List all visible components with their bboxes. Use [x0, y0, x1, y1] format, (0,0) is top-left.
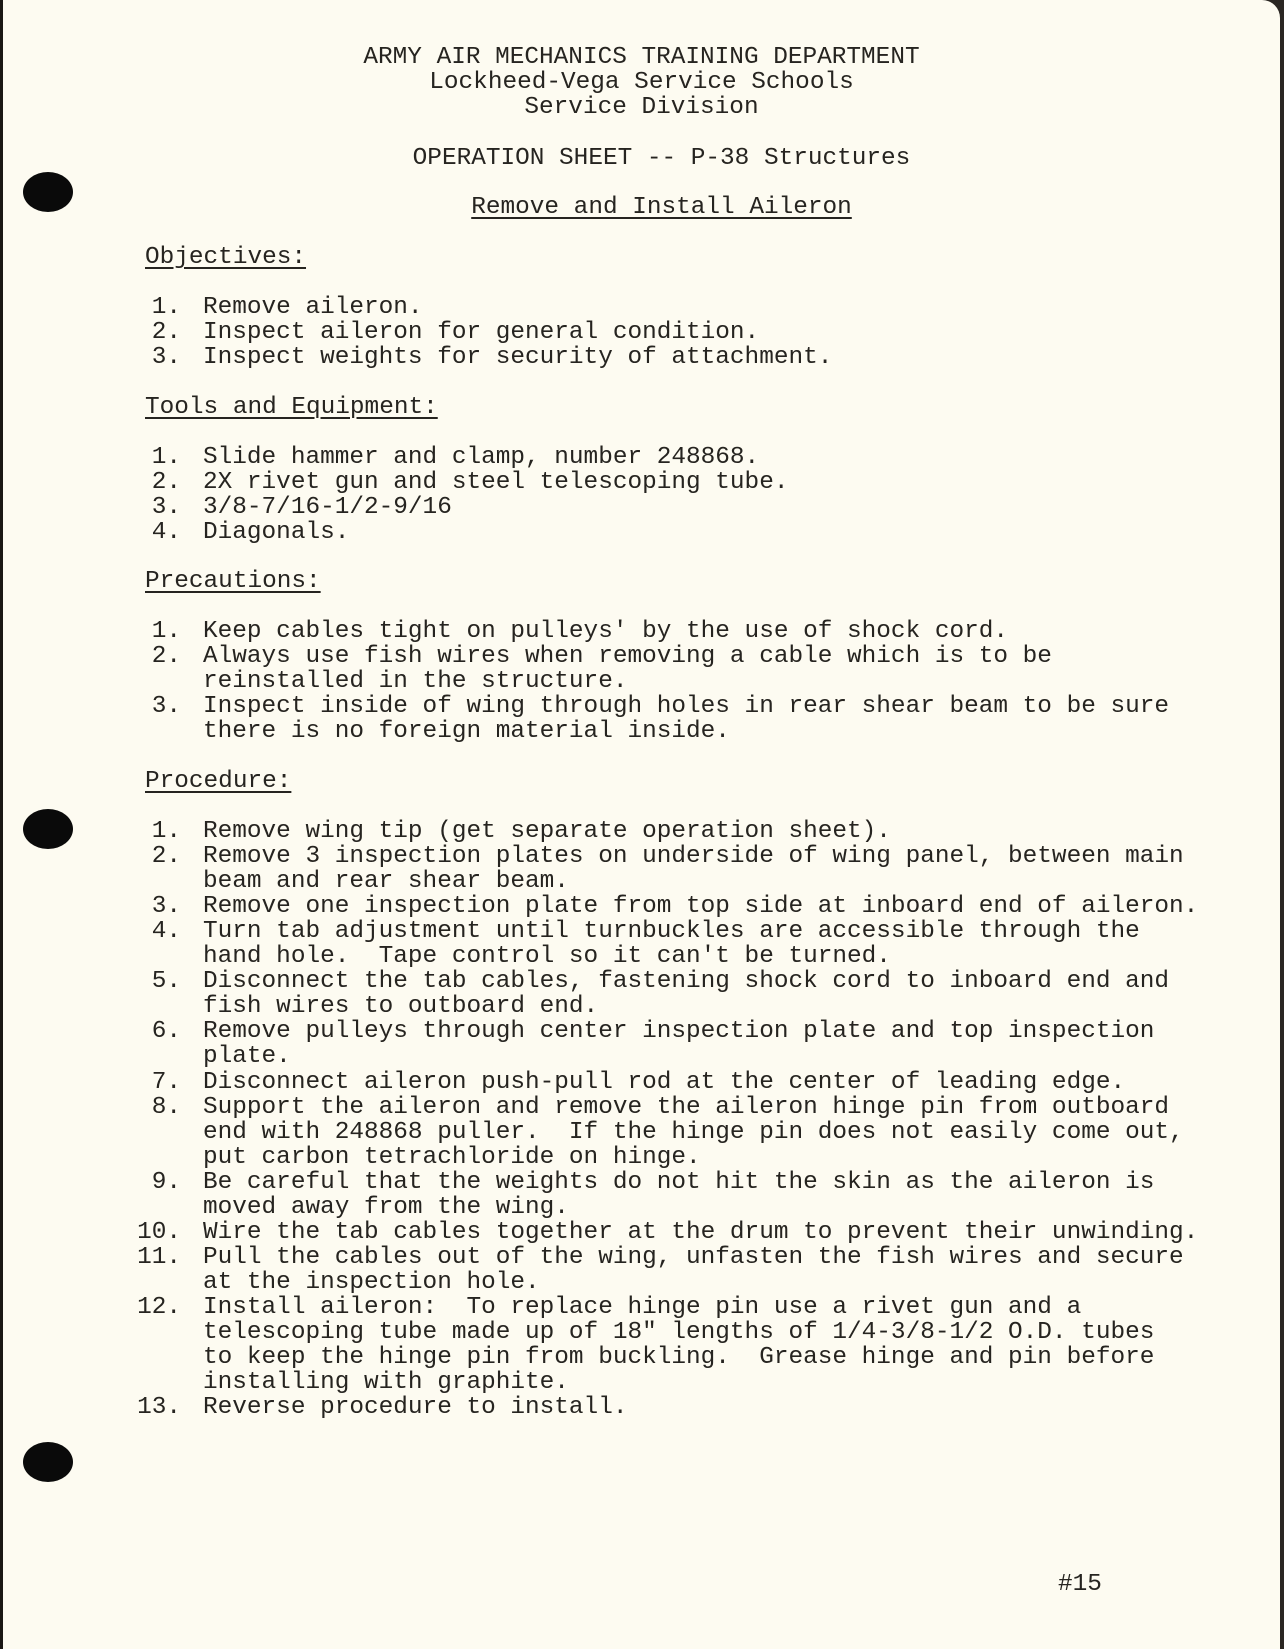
list-item-text: 2X rivet gun and steel telescoping tube. [203, 469, 789, 497]
list-item-number: 13. [137, 1394, 181, 1422]
list-item-number: 4. [151, 918, 181, 946]
sheet-title: OPERATION SHEET -- P-38 Structures [412, 145, 911, 172]
list-item-text: Remove one inspection plate from top side at inboard end of aileron. [203, 893, 1199, 921]
heading-text: Precautions: [145, 568, 321, 595]
list-item-text: 3/8-7/16-1/2-9/16 [203, 494, 452, 522]
list-item-number: 2. [151, 469, 181, 497]
list-item-text: Inspect aileron for general condition. [203, 319, 760, 347]
list-item-number: 11. [137, 1243, 181, 1271]
list-item-text: installing with graphite. [203, 1369, 569, 1397]
list-item-text: hand hole. Tape control so it can't be turned. [203, 943, 891, 971]
list-item-text: Install aileron: To replace hinge pin use a rivet gun and a [203, 1293, 1082, 1321]
list-item-number: 12. [137, 1293, 181, 1321]
list-item-number: 1. [151, 618, 181, 645]
list-item-text: Pull the cables out of the wing, unfasten the fish wires and secure [203, 1243, 1184, 1271]
list-item-text: Keep cables tight on pulleys' by the use of shock cord. [203, 618, 1009, 645]
list-item-number: 7. [151, 1068, 181, 1096]
page-number: #15 [1058, 1571, 1102, 1598]
list-item-text: Always use fish wires when removing a cable which is to be [203, 643, 1052, 671]
list-item-text: Diagonals. [203, 519, 350, 547]
section-heading-objectives [145, 245, 306, 271]
list-item-text: Turn tab adjustment until turnbuckles are accessible through the [203, 918, 1140, 946]
list-item-number: 3. [151, 494, 181, 522]
school-name: Lockheed-Vega Service Schools [429, 69, 854, 96]
binder-hole-bottom [23, 1442, 73, 1482]
heading-text: Procedure: [145, 768, 292, 795]
list-item-text: end with 248868 puller. If the hinge pin does not easily come out, [203, 1118, 1184, 1146]
list-item-number: 2. [151, 843, 181, 871]
list-item-number: 8. [151, 1093, 181, 1121]
list-item-number: 3. [151, 693, 181, 721]
list-item-text: Inspect weights for security of attachment. [203, 344, 833, 372]
list-item-number: 5. [151, 968, 181, 996]
list-item-number: 1. [151, 444, 181, 471]
list-item-number: 1. [151, 294, 181, 321]
list-item-number: 6. [151, 1018, 181, 1046]
section-heading-precautions [145, 569, 321, 595]
list-item-text: Disconnect the tab cables, fastening shock cord to inboard end and [203, 968, 1170, 996]
list-item-text: Reverse procedure to install. [203, 1394, 628, 1422]
list-item-number: 2. [151, 643, 181, 671]
list-item-text: Wire the tab cables together at the drum to prevent their unwinding. [203, 1218, 1199, 1246]
list-item-number: 1. [151, 818, 181, 845]
list-item-text: Remove wing tip (get separate operation sheet). [203, 818, 891, 845]
list-item-text: moved away from the wing. [203, 1193, 569, 1221]
list-item-text: Support the aileron and remove the aileron hinge pin from outboard [203, 1093, 1170, 1121]
heading-text: Objectives: [145, 244, 307, 271]
list-item-number: 9. [151, 1168, 181, 1196]
list-item-text: plate. [203, 1043, 291, 1071]
list-item-text: at the inspection hole. [203, 1268, 540, 1296]
list-item-text: fish wires to outboard end. [203, 993, 599, 1021]
list-item-text: Disconnect aileron push-pull rod at the center of leading edge. [203, 1068, 1126, 1096]
list-item-number: 3. [151, 893, 181, 921]
list-item-number: 4. [151, 519, 181, 547]
list-item-text: Remove aileron. [203, 294, 423, 321]
list-item-number: 10. [137, 1218, 181, 1246]
list-item-text: Inspect inside of wing through holes in rear shear beam to be sure [203, 693, 1170, 721]
heading-text: Tools and Equipment: [145, 394, 438, 421]
list-item-text: Remove 3 inspection plates on underside of wing panel, between main [203, 843, 1184, 871]
section-heading-tools [145, 395, 438, 421]
list-item-text: put carbon tetrachloride on hinge. [203, 1143, 701, 1171]
list-item-text: reinstalled in the structure. [203, 668, 628, 696]
list-item-text: there is no foreign material inside. [203, 718, 730, 746]
list-item-number: 3. [151, 344, 181, 372]
list-item-text: telescoping tube made up of 18" lengths of 1/4-3/8-1/2 O.D. tubes [203, 1319, 1155, 1346]
task-title [3, 195, 1280, 221]
task-title-text: Remove and Install Aileron [471, 194, 852, 221]
list-item-number: 2. [151, 319, 181, 347]
list-item-text: Slide hammer and clamp, number 248868. [203, 444, 760, 471]
list-item-text: Remove pulleys through center inspection plate and top inspection [203, 1018, 1155, 1046]
list-item-text: beam and rear shear beam. [203, 868, 569, 896]
department-title: ARMY AIR MECHANICS TRAINING DEPARTMENT [363, 44, 920, 71]
list-item-text: to keep the hinge pin from buckling. Grease hinge and pin before [203, 1344, 1155, 1372]
binder-hole-middle [23, 809, 73, 849]
list-item-text: Be careful that the weights do not hit the skin as the aileron is [203, 1168, 1155, 1196]
division-name: Service Division [524, 94, 759, 121]
section-heading-procedure [145, 769, 291, 795]
